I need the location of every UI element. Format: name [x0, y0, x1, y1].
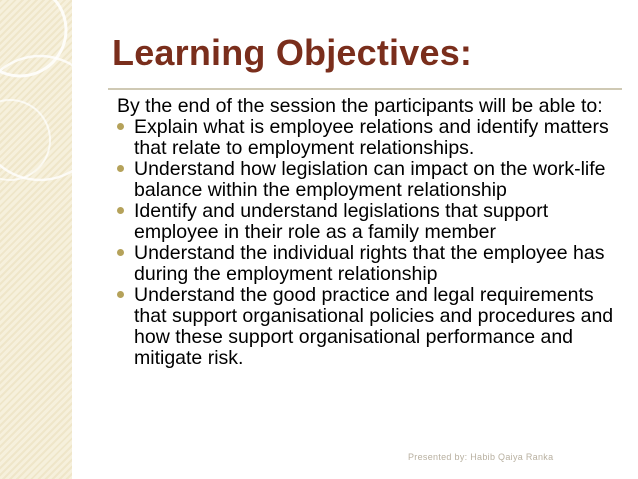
objective-text: Understand how legislation can impact on the work-life balance within the employment relationship	[134, 158, 606, 201]
bullet-icon	[117, 207, 124, 214]
list-item	[117, 285, 617, 369]
objective-text: Explain what is employee relations and identify matters that relate to employment relationships.	[134, 116, 609, 159]
decorative-arcs	[0, 0, 110, 479]
list-item	[117, 201, 617, 243]
title-divider	[108, 88, 622, 90]
objective-text: Understand the good practice and legal requirements that support organisational policies and procedures and how these support organisational performance and mitigate risk.	[134, 284, 614, 369]
bullet-icon	[117, 165, 124, 172]
list-item	[117, 243, 617, 285]
list-item	[117, 117, 617, 159]
objectives-list	[117, 117, 617, 369]
slide-body	[117, 96, 617, 369]
slide-title: Learning Objectives:	[112, 32, 473, 73]
presenter-watermark: Presented by: Habib Qaiya Ranka	[408, 452, 554, 462]
objective-text: Identify and understand legislations that support employee in their role as a family member	[134, 200, 549, 243]
objective-text: Understand the individual rights that the employee has during the employment relationship	[134, 242, 605, 285]
intro-text: By the end of the session the participants will be able to:	[117, 95, 603, 117]
list-item	[117, 159, 617, 201]
bullet-icon	[117, 123, 124, 130]
bullet-icon	[117, 249, 124, 256]
bullet-icon	[117, 291, 124, 298]
